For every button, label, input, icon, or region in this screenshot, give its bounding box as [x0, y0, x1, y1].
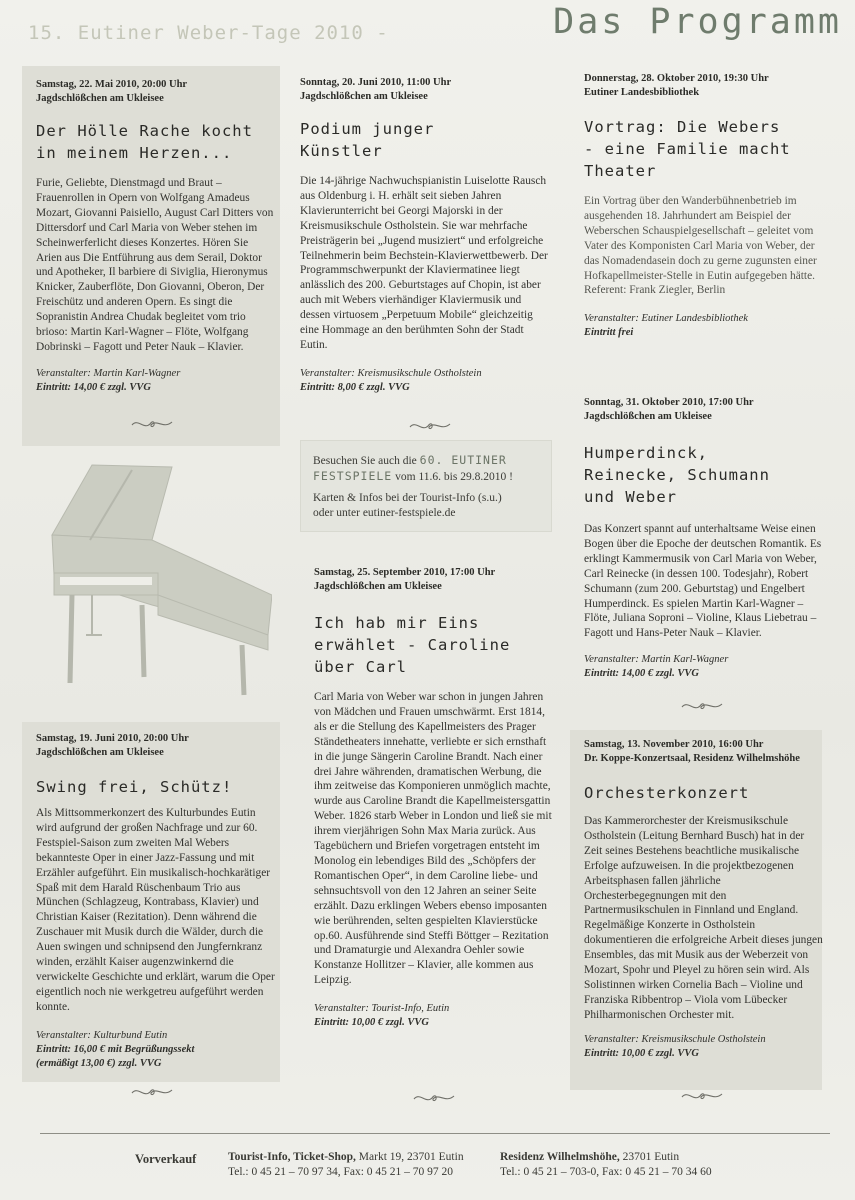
event-title-line: Humperdinck,: [584, 444, 708, 462]
header-subtitle: 15. Eutiner Weber-Tage 2010 -: [28, 22, 389, 44]
event-fee: Eintritt: 8,00 € zzgl. VVG: [300, 381, 410, 393]
event-description: Als Mittsommerkonzert des Kulturbundes Eutin wird aufgrund der großen Nachfrage und zur 60. Festspiel-Saison zum zweiten Mal Webers bekannteste Oper in einer Jazz-Fassung und mit Erzähler aufgeführt. Ein musikalisch-hochkarätiger Spaß mit dem Harald Rüschenbaum Trio aus München (Schlagzeug, Kontrabass, Klavier) und Christian Kaiser (Rezitation). Denn während die Zuschauer mit Musik durch die Wälder, durch die Auen swingen und schnipsend den Jungfernkranz winden, erzählt Kaiser augenzwinkernd die verwickelte Geschichte und erklärt, warum die Oper eigentlich noch nie werkgetreu aufgeführt werden konnte.: [36, 807, 275, 1013]
event-fee: Eintritt: 14,00 € zzgl. VVG: [36, 381, 151, 393]
event-title-line: Swing frei, Schütz!: [36, 778, 233, 796]
event-venue: Eutiner Landesbibliothek: [584, 87, 700, 98]
event-description: Das Konzert spannt auf unterhaltsame Weise einen Bogen über die Epoche der deutschen Romantik. Es erklingt Kammermusik von Carl Maria von Weber, Carl Reinecke (in dessen 100. Todesjahr), Robert Schumann (zum 200. Geburtstag) und Engelbert Humperdinck. Es spielen Martin Karl-Wagner – Flöte, Juliana Soproni – Violine, Klaus Liebetrau – Fagott und Hans-Peter Nauk – Klavier.: [584, 523, 822, 640]
page-header: [28, 4, 848, 54]
footer-label: Vorverkauf: [135, 1152, 197, 1166]
footer-line: [228, 1150, 488, 1165]
event-title-line: - eine Familie macht: [584, 140, 791, 158]
event-venue: Jagdschlößchen am Ukleisee: [36, 93, 164, 104]
event-fee: Eintritt: 10,00 € zzgl. VVG: [314, 1017, 429, 1029]
event-date: Samstag, 22. Mai 2010, 20:00 Uhr: [36, 79, 188, 90]
event-1: [36, 78, 276, 395]
footer-divider: [40, 1133, 830, 1134]
event-venue: Jagdschlößchen am Ukleisee: [300, 91, 428, 102]
ornament-swirl: [680, 1088, 724, 1104]
event-title-line: Podium junger: [300, 120, 435, 138]
event-5: [314, 566, 554, 1030]
event-title-line: Reinecke, Schumann: [584, 466, 770, 484]
ad-line-1: [313, 453, 541, 469]
header-title: Das Programm: [553, 2, 842, 42]
event-title-line: und Weber: [584, 488, 677, 506]
ad-line-3: Karten & Infos bei der Tourist-Info (s.u.): [313, 492, 502, 504]
event-description: Furie, Geliebte, Dienstmagd und Braut – Frauenrollen in Opern von Wolfgang Amadeus Mozart, Giovanni Paisiello, August Carl Ditters von Dittersdorf und Carl Maria von Weber stehen im Scheinwerferlicht dieses Konzertes. Hören Sie Arien aus Die Entführung aus dem Serail, Doktor und Apotheker, Il barbiere di Siviglia, Hieronymus Knicker, Zauberflöte, Don Giovanni, Oberon, Der Freischütz und anderen Opern. Es singt die Sopranistin Andrea Chudak begleitet vom trio brioso: Martin Karl-Wagner – Flöte, Wolfgang Dobrinski – Fagott und Peter Nauk – Klavier.: [36, 177, 274, 353]
footer-strong: Residenz Wilhelmshöhe,: [500, 1151, 620, 1163]
festival-ad-box: [300, 440, 552, 532]
event-organizer: Veranstalter: Kreismusikschule Ostholstein: [300, 367, 482, 379]
event-venue: Jagdschlößchen am Ukleisee: [36, 747, 164, 758]
event-organizer: Veranstalter: Kulturbund Eutin: [36, 1029, 168, 1041]
event-title-line: Ich hab mir Eins: [314, 614, 480, 632]
event-title-line: Der Hölle Rache kocht: [36, 122, 253, 140]
event-7: [584, 738, 824, 1061]
event-organizer: Veranstalter: Martin Karl-Wagner: [584, 654, 729, 666]
event-organizer: Veranstalter: Kreismusikschule Ostholstein: [584, 1033, 766, 1045]
ornament-swirl: [408, 418, 452, 434]
event-fee-reduced: (ermäßigt 13,00 €) zzgl. VVG: [36, 1057, 162, 1069]
event-title-line: Künstler: [300, 142, 383, 160]
event-title: [584, 782, 824, 804]
ornament-swirl: [130, 416, 174, 432]
footer-contact-1: [228, 1150, 488, 1180]
ornament-swirl: [680, 698, 724, 714]
footer-phone: Tel.: 0 45 21 – 70 97 34, Fax: 0 45 21 – 70 97 20: [228, 1166, 454, 1178]
event-title-line: Theater: [584, 162, 657, 180]
event-title: [584, 442, 824, 508]
event-fee: Eintritt: 16,00 € mit Begrüßungssekt: [36, 1043, 195, 1055]
event-3: [584, 72, 824, 340]
event-title-line: Orchesterkonzert: [584, 784, 750, 802]
ad-text: Besuchen Sie auch die: [313, 455, 420, 467]
event-date: Sonntag, 20. Juni 2010, 11:00 Uhr: [300, 77, 452, 88]
event-title: [36, 776, 276, 798]
event-4: [584, 396, 824, 681]
event-fee: Eintritt: 10,00 € zzgl. VVG: [584, 1047, 699, 1059]
event-date: Samstag, 19. Juni 2010, 20:00 Uhr: [36, 733, 189, 744]
event-description: Ein Vortrag über den Wanderbühnenbetrieb im ausgehenden 18. Jahrhundert am Beispiel der Weberschen Schauspielgesellschaft – geleitet vom Vater des Komponisten Carl Maria von Weber, der das Nomadendasein doch zu gerne zugunsten einer Hofkapellmeister-Stelle in Eutin aufgegeben hätte. Referent: Frank Ziegler, Berlin: [584, 195, 817, 297]
event-title-line: über Carl: [314, 658, 407, 676]
ad-highlight: FESTSPIELE: [313, 469, 393, 483]
event-venue: Jagdschlößchen am Ukleisee: [314, 581, 442, 592]
event-title: [36, 120, 276, 164]
event-title-line: in meinem Herzen...: [36, 144, 233, 162]
event-title-line: erwählet - Caroline: [314, 636, 511, 654]
footer-line: [500, 1150, 800, 1165]
event-organizer: Veranstalter: Martin Karl-Wagner: [36, 367, 181, 379]
event-date: Sonntag, 31. Oktober 2010, 17:00 Uhr: [584, 397, 754, 408]
event-description: Das Kammerorchester der Kreismusikschule Ostholstein (Leitung Bernhard Busch) hat in der Zeit seines Bestehens beachtliche musikalische Erfolge aufzuweisen. In die projektbezogenen Arbeitsphasen fallen jährliche Orchesterbegegnungen mit den Partnermusikschulen in Finnland und England. Regelmäßige Konzerte in Ostholstein dokumentieren die erfolgreiche Arbeit dieses jungen Ensembles, das mit Musik aus der Weberzeit von Mozart, Spohr und Pleyel zu hören sein wird. Als Solistinnen wirken Cornelia Bach – Violine und Franziska Ribbentrop – Viola vom Lübecker Philharmonischen Orchester mit.: [584, 815, 823, 1021]
footer-phone: Tel.: 0 45 21 – 703-0, Fax: 0 45 21 – 70 34 60: [500, 1166, 712, 1178]
event-description: Carl Maria von Weber war schon in jungen Jahren von Mädchen und Frauen umschwärmt. Erst 1814, als er die Stellung des Kapellmeisters des Prager Ständetheaters innehatte, verliebte er sich ernsthaft in die junge Sängerin Caroline Brandt. Nach einer drei Jahre währenden, dramatischen Werbung, die ihm zeitweise das Komponieren unmöglich machte, wurde aus Caroline Brandt die Kapellmeistersgattin Weber. 1826 starb Weber in London und ließ sie mit ihrem vierjährigen Sohn Max Maria zurück. Aus Tagebüchern und Briefen vorgetragen entsteht im Monolog ein lebendiges Bild des „Schöpfers der Romantischen Oper“, in dem Caroline liebe- und sehnsuchtsvoll von den 12 Jahren an seiner Seite erzählt. Dazu erklingen Webers ebenso imposanten wie berührenden, selten gespielten Klavierstücke op.60. Ausführende sind Steffi Böttger – Rezitation und Dramaturgie und Alexandra Oehler sowie Konstanze Hollitzer – Klavier, alle kommen aus Leipzig.: [314, 691, 552, 987]
event-venue: Jagdschlößchen am Ukleisee: [584, 411, 712, 422]
event-title-line: Vortrag: Die Webers: [584, 118, 781, 136]
event-title: [300, 118, 550, 162]
ad-highlight: 60. EUTINER: [419, 453, 507, 467]
event-organizer: Veranstalter: Tourist-Info, Eutin: [314, 1003, 450, 1015]
ornament-swirl: [412, 1090, 456, 1106]
event-2: [300, 76, 550, 395]
event-title: [314, 612, 554, 678]
event-6: [36, 732, 276, 1071]
event-title: [584, 116, 824, 182]
footer-contact-2: [500, 1150, 800, 1180]
ornament-swirl: [130, 1084, 174, 1100]
event-date: Samstag, 25. September 2010, 17:00 Uhr: [314, 567, 496, 578]
ad-text: vom 11.6. bis 29.8.2010 !: [392, 471, 513, 483]
event-description: Die 14-jährige Nachwuchspianistin Luiselotte Rausch aus Oldenburg i. H. erhält seit sieben Jahren Klavierunterricht bei Georgi Majorski in der Kreismusikschule Ostholstein. Sie war mehrfache Preisträgerin bei „Jugend musiziert“ und erfolgreiche Teilnehmerin beim Bechstein-Klavierwettbewerb. Der Programmschwerpunkt der Klaviermatinee liegt anlässlich des 200. Geburtstages auf Chopin, ist aber auch mit Webers vierhändiger Klaviermusik und dessen virtuosem „Perpetuum Mobile“ gleichzeitig eine Hommage an den berühmten Sohn der Stadt Eutin.: [300, 175, 548, 351]
event-organizer: Veranstalter: Eutiner Landesbibliothek: [584, 313, 748, 325]
event-date: Donnerstag, 28. Oktober 2010, 19:30 Uhr: [584, 73, 769, 84]
footer-text: 23701 Eutin: [619, 1151, 680, 1163]
event-fee: Eintritt: 14,00 € zzgl. VVG: [584, 668, 699, 680]
grand-piano-illustration: [32, 445, 272, 705]
event-venue: Dr. Koppe-Konzertsaal, Residenz Wilhelmshöhe: [584, 753, 800, 764]
footer-strong: Tourist-Info, Ticket-Shop,: [228, 1151, 356, 1163]
ad-link[interactable]: oder unter eutiner-festspiele.de: [313, 507, 456, 519]
footer-text: Markt 19, 23701 Eutin: [355, 1151, 464, 1163]
event-fee: Eintritt frei: [584, 327, 634, 339]
ad-line-2: [313, 469, 541, 485]
event-date: Samstag, 13. November 2010, 16:00 Uhr: [584, 739, 764, 750]
